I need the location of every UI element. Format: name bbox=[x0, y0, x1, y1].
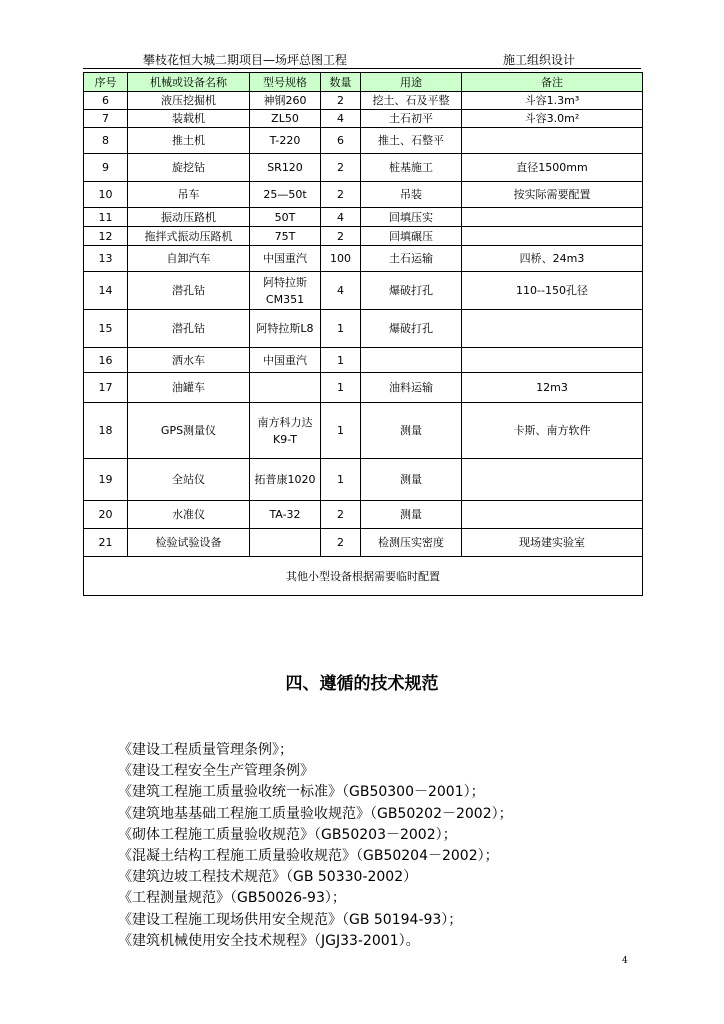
table-footer-row bbox=[84, 557, 643, 596]
cell-use: 测量 bbox=[361, 501, 462, 529]
cell-qty: 100 bbox=[321, 246, 361, 272]
table-row bbox=[84, 208, 643, 227]
cell-note: 卡斯、南方软件 bbox=[462, 403, 643, 459]
list-item: 《砌体工程施工质量验收规范》（GB50203－2002）； bbox=[118, 826, 457, 843]
cell-qty: 4 bbox=[321, 272, 361, 310]
cell-name: 吊车 bbox=[128, 182, 250, 208]
table-row bbox=[84, 310, 643, 348]
cell-use: 回填压实 bbox=[361, 208, 462, 227]
cell-name: 自卸汽车 bbox=[128, 246, 250, 272]
cell-no: 19 bbox=[84, 459, 128, 501]
cell-no: 7 bbox=[84, 110, 128, 128]
col-header-use: 用途 bbox=[361, 73, 462, 92]
table-header-row bbox=[84, 73, 643, 92]
list-item: 《工程测量规范》（GB50026-93）； bbox=[118, 890, 346, 907]
cell-qty: 1 bbox=[321, 403, 361, 459]
cell-no: 8 bbox=[84, 128, 128, 154]
list-item: 《建筑地基基础工程施工质量验收规范》（GB50202－2002）； bbox=[118, 805, 513, 822]
table-row bbox=[84, 272, 643, 310]
cell-note: 直径1500mm bbox=[462, 154, 643, 182]
cell-no: 11 bbox=[84, 208, 128, 227]
cell-note: 12m3 bbox=[462, 373, 643, 403]
list-item: 《建设工程施工现场供用安全规范》（GB 50194-93）； bbox=[118, 911, 463, 928]
cell-note: 斗容1.3m³ bbox=[462, 92, 643, 110]
cell-model bbox=[250, 373, 321, 403]
cell-model: SR120 bbox=[250, 154, 321, 182]
cell-no: 13 bbox=[84, 246, 128, 272]
header-project-title: 攀枝花恒大城二期项目—场坪总图工程 bbox=[143, 53, 348, 67]
cell-qty: 1 bbox=[321, 459, 361, 501]
cell-note: 按实际需要配置 bbox=[462, 182, 643, 208]
cell-name: GPS测量仪 bbox=[128, 403, 250, 459]
cell-qty: 4 bbox=[321, 110, 361, 128]
cell-use: 回填碾压 bbox=[361, 227, 462, 246]
cell-model: ZL50 bbox=[250, 110, 321, 128]
table-row bbox=[84, 128, 643, 154]
cell-model: 神钢260 bbox=[250, 92, 321, 110]
cell-no: 17 bbox=[84, 373, 128, 403]
table-row bbox=[84, 110, 643, 128]
page-header bbox=[83, 52, 641, 69]
cell-qty: 2 bbox=[321, 501, 361, 529]
cell-name: 油罐车 bbox=[128, 373, 250, 403]
cell-note bbox=[462, 501, 643, 529]
cell-qty: 1 bbox=[321, 348, 361, 373]
cell-qty: 2 bbox=[321, 154, 361, 182]
table-row bbox=[84, 501, 643, 529]
cell-qty: 2 bbox=[321, 92, 361, 110]
cell-qty: 6 bbox=[321, 128, 361, 154]
cell-note bbox=[462, 348, 643, 373]
cell-note bbox=[462, 128, 643, 154]
cell-use: 爆破打孔 bbox=[361, 310, 462, 348]
cell-model: 中国重汽 bbox=[250, 348, 321, 373]
cell-use bbox=[361, 348, 462, 373]
cell-note bbox=[462, 208, 643, 227]
cell-name: 振动压路机 bbox=[128, 208, 250, 227]
cell-model: 中国重汽 bbox=[250, 246, 321, 272]
list-item: 《建设工程安全生产管理条例》 bbox=[118, 763, 314, 780]
cell-no: 10 bbox=[84, 182, 128, 208]
cell-note bbox=[462, 310, 643, 348]
table-footer-note: 其他小型设备根据需要临时配置 bbox=[84, 557, 643, 596]
col-header-no: 序号 bbox=[84, 73, 128, 92]
cell-no: 14 bbox=[84, 272, 128, 310]
cell-model: 阿特拉斯L8 bbox=[250, 310, 321, 348]
cell-no: 12 bbox=[84, 227, 128, 246]
cell-use: 检测压实密度 bbox=[361, 529, 462, 557]
col-header-name: 机械或设备名称 bbox=[128, 73, 250, 92]
cell-qty: 2 bbox=[321, 227, 361, 246]
cell-note: 现场建实验室 bbox=[462, 529, 643, 557]
cell-qty: 2 bbox=[321, 182, 361, 208]
table-row bbox=[84, 246, 643, 272]
cell-qty: 1 bbox=[321, 310, 361, 348]
list-item: 《建筑边坡工程技术规范》（GB 50330-2002） bbox=[118, 869, 418, 886]
cell-no: 18 bbox=[84, 403, 128, 459]
cell-note: 四桥、24m3 bbox=[462, 246, 643, 272]
cell-name: 洒水车 bbox=[128, 348, 250, 373]
col-header-model: 型号规格 bbox=[250, 73, 321, 92]
table-row bbox=[84, 529, 643, 557]
cell-name: 液压挖掘机 bbox=[128, 92, 250, 110]
cell-model: TA-32 bbox=[250, 501, 321, 529]
table-row bbox=[84, 348, 643, 373]
cell-no: 9 bbox=[84, 154, 128, 182]
cell-use: 测量 bbox=[361, 403, 462, 459]
cell-model: 南方科力达K9-T bbox=[250, 403, 321, 459]
cell-qty: 4 bbox=[321, 208, 361, 227]
table-row bbox=[84, 227, 643, 246]
cell-name: 全站仪 bbox=[128, 459, 250, 501]
cell-no: 16 bbox=[84, 348, 128, 373]
cell-name: 检验试验设备 bbox=[128, 529, 250, 557]
table-row bbox=[84, 92, 643, 110]
cell-name: 潜孔钻 bbox=[128, 272, 250, 310]
cell-model: 阿特拉斯CM351 bbox=[250, 272, 321, 310]
cell-name: 旋挖钻 bbox=[128, 154, 250, 182]
cell-no: 20 bbox=[84, 501, 128, 529]
cell-use: 桩基施工 bbox=[361, 154, 462, 182]
cell-use: 爆破打孔 bbox=[361, 272, 462, 310]
list-item: 《混凝土结构工程施工质量验收规范》（GB50204－2002）； bbox=[118, 848, 499, 865]
header-doc-type: 施工组织设计 bbox=[503, 53, 576, 67]
cell-model: 25—50t bbox=[250, 182, 321, 208]
cell-qty: 1 bbox=[321, 373, 361, 403]
col-header-qty: 数量 bbox=[321, 73, 361, 92]
table-row bbox=[84, 373, 643, 403]
cell-note: 110--150孔径 bbox=[462, 272, 643, 310]
list-item: 《建筑工程施工质量验收统一标准》（GB50300－2001）； bbox=[118, 784, 485, 801]
table-row bbox=[84, 403, 643, 459]
table-row bbox=[84, 154, 643, 182]
table-row bbox=[84, 182, 643, 208]
table-row bbox=[84, 459, 643, 501]
cell-note bbox=[462, 459, 643, 501]
cell-qty: 2 bbox=[321, 529, 361, 557]
page-number: 4 bbox=[622, 956, 628, 966]
cell-use: 土石运输 bbox=[361, 246, 462, 272]
cell-use: 测量 bbox=[361, 459, 462, 501]
cell-no: 21 bbox=[84, 529, 128, 557]
cell-model: 50T bbox=[250, 208, 321, 227]
cell-no: 15 bbox=[84, 310, 128, 348]
cell-name: 装载机 bbox=[128, 110, 250, 128]
cell-use: 土石初平 bbox=[361, 110, 462, 128]
cell-model: T-220 bbox=[250, 128, 321, 154]
list-item: 《建设工程质量管理条例》； bbox=[118, 742, 293, 758]
cell-use: 挖土、石及平整 bbox=[361, 92, 462, 110]
cell-use: 油料运输 bbox=[361, 373, 462, 403]
cell-model bbox=[250, 529, 321, 557]
cell-name: 潜孔钻 bbox=[128, 310, 250, 348]
cell-use: 吊装 bbox=[361, 182, 462, 208]
cell-name: 水准仪 bbox=[128, 501, 250, 529]
cell-note: 斗容3.0m² bbox=[462, 110, 643, 128]
cell-model: 拓普康1020 bbox=[250, 459, 321, 501]
cell-use: 推土、石整平 bbox=[361, 128, 462, 154]
list-item: 《建筑机械使用安全技术规程》（JGJ33-2001）。 bbox=[118, 932, 420, 949]
section-title: 四、遵循的技术规范 bbox=[285, 674, 439, 694]
spec-list bbox=[118, 740, 658, 952]
cell-note bbox=[462, 227, 643, 246]
cell-no: 6 bbox=[84, 92, 128, 110]
col-header-note: 备注 bbox=[462, 73, 643, 92]
equipment-table bbox=[83, 72, 643, 596]
cell-name: 拖拌式振动压路机 bbox=[128, 227, 250, 246]
cell-model: 75T bbox=[250, 227, 321, 246]
cell-name: 推土机 bbox=[128, 128, 250, 154]
